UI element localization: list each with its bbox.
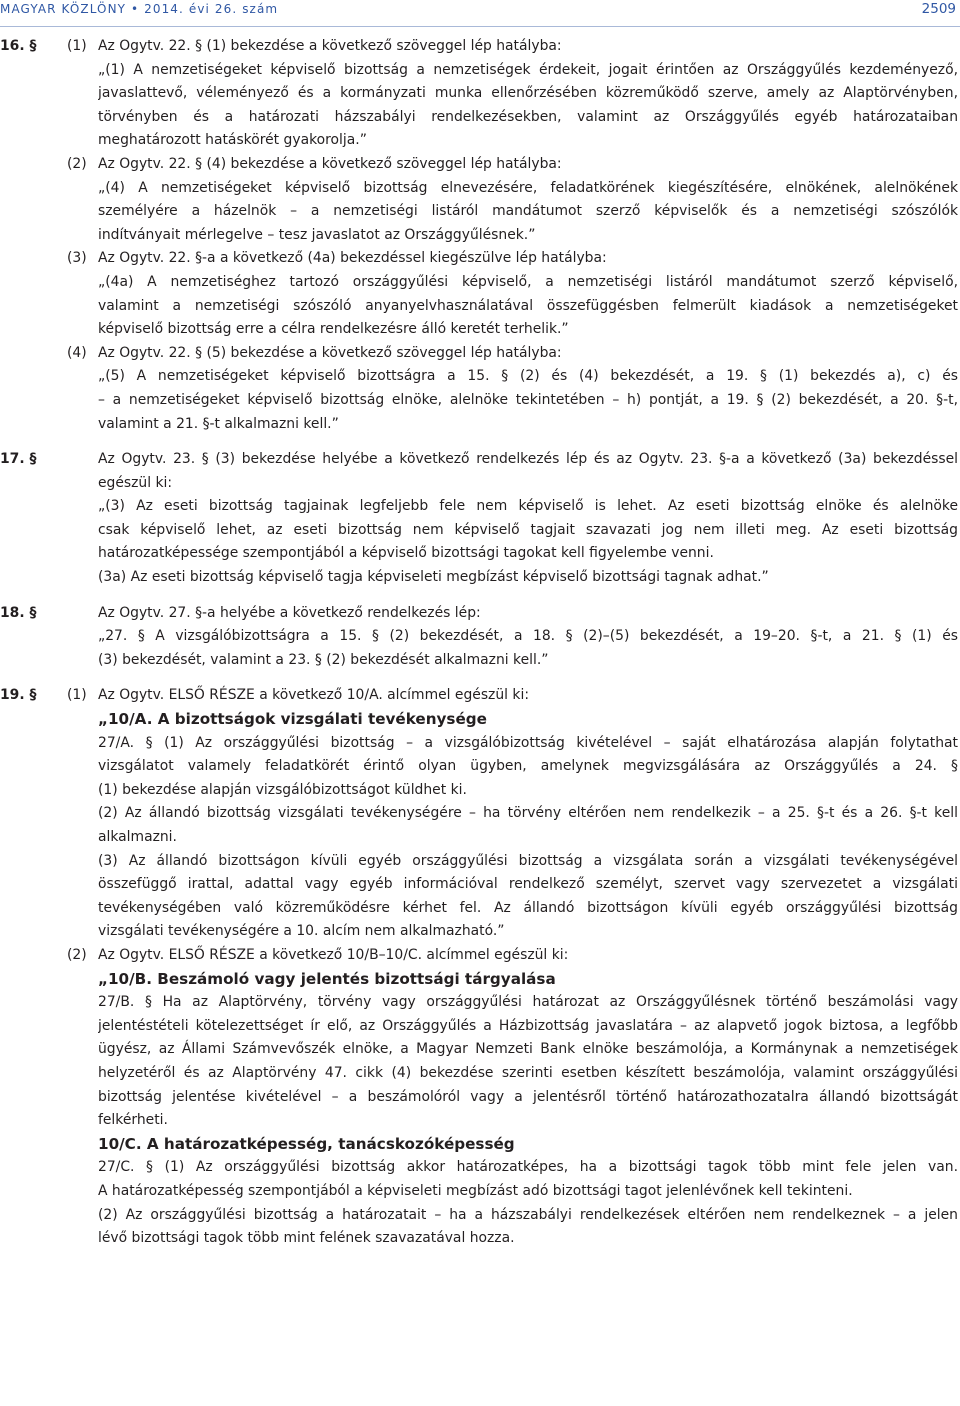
section-number: 16. §	[0, 38, 37, 54]
text-line	[0, 625, 960, 649]
line-text: meghatározott hatáskörét gyakorolja.”	[98, 132, 367, 149]
line-text: Az Ogytv. 23. § (3) bekezdése helyébe a következő rendelkezés lép és az Ogytv. 23. §-a a következő (3a) bekezdéssel	[98, 451, 958, 468]
line-text: Az Ogytv. ELSŐ RÉSZE a következő 10/A. alcímmel egészül ki:	[98, 687, 530, 704]
section-gap	[0, 590, 960, 602]
line-text: (3) Az állandó bizottságon kívüli egyéb országgyűlési bizottság a vizsgálata során a vizsgálati tevékenységével	[98, 852, 958, 869]
text-line	[0, 1204, 960, 1228]
text-line	[0, 342, 960, 366]
line-text: „(4a) A nemzetiséghez tartozó országgyűlési képviselő, a nemzetiségi listáról mandátumot szerző képviselő,	[98, 273, 958, 290]
paragraph-number: (4)	[67, 344, 87, 361]
text-line	[0, 1038, 960, 1062]
line-text: törvényben és a határozati házszabályi rendelkezésekben, valamint az Országgyűlés egyéb határozataiban	[98, 108, 958, 125]
text-line	[0, 826, 960, 850]
text-line	[0, 106, 960, 130]
text-line	[0, 602, 960, 626]
section-number: 17. §	[0, 451, 37, 468]
text-line	[0, 82, 960, 106]
line-text: (3a) Az eseti bizottság képviselő tagja képviseleti megbízást képviselő bizottsági tagnak adhat.”	[98, 569, 769, 586]
page-header	[0, 0, 960, 27]
text-line	[0, 968, 960, 992]
text-line	[0, 1180, 960, 1204]
line-text: vizsgálati tevékenységére a 10. alcím nem alkalmazható.”	[98, 923, 505, 940]
line-text: bizottság jelentése kivételével – a beszámolóról vagy a jelentésről történő határozathozatalra állandó bizottságát	[98, 1088, 958, 1105]
text-line	[0, 35, 960, 59]
page-number: 2509	[921, 1, 956, 17]
line-text: 27/A. § (1) Az országgyűlési bizottság – a vizsgálóbizottság kivételével – saját elhatározása alapján folytathat	[98, 734, 958, 751]
subtitle-heading: „10/A. A bizottságok vizsgálati tevékenysége	[98, 710, 487, 729]
text-line	[0, 755, 960, 779]
paragraph-number: (1)	[67, 687, 87, 704]
document-body	[0, 35, 960, 1251]
line-text: A határozatképesség szempontjából a képviseleti megbízást adó bizottsági tagot jelenlévőnek kell tekinteni.	[98, 1182, 853, 1199]
section-gap	[0, 672, 960, 684]
text-line	[0, 318, 960, 342]
line-text: 27/B. § Ha az Alaptörvény, törvény vagy országgyűlési határozat az Országgyűlésnek történő beszámolási vagy	[98, 994, 958, 1011]
subtitle-heading: „10/B. Beszámoló vagy jelentés bizottsági tárgyalása	[98, 969, 556, 988]
line-text: Az Ogytv. 22. § (1) bekezdése a következő szöveggel lép hatályba:	[98, 38, 562, 54]
text-line	[0, 224, 960, 248]
line-text: tevékenységében való közreműködésre kérhet fel. Az állandó bizottságon kívüli egyéb országgyűlési bizottság	[98, 899, 958, 916]
text-line	[0, 1109, 960, 1133]
line-text: – a nemzetiségeket képviselő bizottság elnöke, alelnöke tekintetében – h) pontját, a 19. § (2) bekezdését, a 20. §-t,	[98, 391, 958, 408]
line-text: valamint a nemzetiségi szószóló anyanyelvhasználatával összefüggésben felmerült kiadások a nemzetiségeket	[98, 297, 958, 314]
line-text: „27. § A vizsgálóbizottságra a 15. § (2) bekezdését, a 18. § (2)–(5) bekezdését, a 19–20. §-t, a 21. § (1) és	[98, 628, 958, 645]
text-line	[0, 1062, 960, 1086]
line-text: (2) Az állandó bizottság vizsgálati tevékenységére – ha törvény eltérően nem rendelkezik – a 25. §-t és a 26. §-t kell	[98, 805, 958, 822]
line-text: „(4) A nemzetiségeket képviselő bizottság elnevezésére, feladatkörének kiegészítésére, elnökének, alelnökének	[98, 179, 958, 196]
line-text: valamint a 21. §-t alkalmazni kell.”	[98, 415, 339, 432]
text-line	[0, 389, 960, 413]
text-line	[0, 566, 960, 590]
line-text: jelentéstételi kötelezettséget ír elő, az Országgyűlés a Házbizottság javaslatára – az alapvető jogok biztosa, a legfőbb	[98, 1017, 958, 1034]
line-text: javaslattevő, véleményező és a kormányzati munka ellenőrzésében közreműködő szerve, amely az Alaptörvényben,	[98, 85, 958, 102]
line-text: vizsgálatot valamely feladatkörét érintő olyan ügyben, amelynek megvizsgálására az Országgyűlés a 24. §	[98, 758, 958, 775]
subtitle-heading: 10/C. A határozatképesség, tanácskozóképesség	[98, 1134, 515, 1153]
text-line	[0, 495, 960, 519]
line-text: indítványait mérlegelve – tesz javaslatot az Országgyűlésnek.”	[98, 226, 536, 243]
text-line	[0, 920, 960, 944]
text-line	[0, 732, 960, 756]
line-text: Az Ogytv. 22. § (5) bekezdése a következő szöveggel lép hatályba:	[98, 344, 562, 361]
text-line	[0, 991, 960, 1015]
line-text: (2) Az országgyűlési bizottság a határozatait – ha a házszabályi rendelkezések eltérően nem rendelkeznek – a jelen	[98, 1206, 958, 1223]
text-line	[0, 59, 960, 83]
paragraph-number: (3)	[67, 250, 87, 267]
line-text: „(5) A nemzetiségeket képviselő bizottságra a 15. § (2) és (4) bekezdését, a 19. § (1) bekezdés a), c) és	[98, 368, 958, 385]
text-line	[0, 129, 960, 153]
paragraph-number: (2)	[67, 155, 87, 172]
publication-title: MAGYAR KÖZLÖNY • 2014. évi 26. szám	[0, 2, 279, 16]
section-number: 19. §	[0, 687, 37, 704]
line-text: Az Ogytv. 22. §-a a következő (4a) bekezdéssel kiegészülve lép hatályba:	[98, 250, 607, 267]
text-line	[0, 649, 960, 673]
line-text: (3) bekezdését, valamint a 23. § (2) bekezdését alkalmazni kell.”	[98, 651, 549, 668]
line-text: határozatképessége szempontjából a képviselő bizottsági tagokat kell figyelembe venni.	[98, 545, 714, 562]
text-line	[0, 519, 960, 543]
text-line	[0, 897, 960, 921]
text-line	[0, 247, 960, 271]
line-text: képviselő bizottság erre a célra rendelkezésre álló keretét terhelik.”	[98, 321, 569, 338]
text-line	[0, 472, 960, 496]
text-line	[0, 708, 960, 732]
line-text: felkérheti.	[98, 1112, 168, 1129]
line-text: „(3) Az eseti bizottság tagjainak legfeljebb fele nem képviselő is lehet. Az eseti bizottság elnöke és alelnöke	[98, 498, 958, 515]
line-text: személyére a házelnök – a nemzetiségi listáról mandátumot szerző képviselők és a nemzetiségi szószólók	[98, 203, 958, 220]
text-line	[0, 802, 960, 826]
text-line	[0, 1227, 960, 1251]
line-text: 27/C. § (1) Az országgyűlési bizottság akkor határozatképes, ha a bizottsági tagok több mint fele jelen van.	[98, 1159, 958, 1176]
line-text: „(1) A nemzetiségeket képviselő bizottság a nemzetiségek érdekeit, jogait érintően az Országgyűlés kezdeményező,	[98, 61, 958, 78]
line-text: ügyész, az Állami Számvevőszék elnöke, a Magyar Nemzeti Bank elnöke beszámolója, a Kormánynak a nemzetiségek	[98, 1041, 958, 1058]
text-line	[0, 1133, 960, 1157]
text-line	[0, 153, 960, 177]
line-text: összefüggő irattal, adattal vagy egyéb információval rendelkező személyt, szervet vagy szervezetet a vizsgálati	[98, 876, 958, 893]
text-line	[0, 873, 960, 897]
line-text: alkalmazni.	[98, 829, 177, 845]
section-number: 18. §	[0, 604, 37, 621]
text-line	[0, 365, 960, 389]
text-line	[0, 779, 960, 803]
text-line	[0, 177, 960, 201]
text-line	[0, 684, 960, 708]
line-text: helyzetéről és az Alaptörvény 47. cikk (4) bekezdése szerinti esetben készített beszámolója, valamint országgyűlési	[98, 1064, 958, 1081]
line-text: egészül ki:	[98, 474, 173, 491]
line-text: lévő bizottsági tagok több mint felének szavazatával hozza.	[98, 1230, 515, 1247]
text-line	[0, 850, 960, 874]
text-line	[0, 944, 960, 968]
line-text: csak képviselő lehet, az eseti bizottság nem képviselő tagjait szavazati jog nem illeti meg. Az eseti bizottság	[98, 521, 958, 538]
text-line	[0, 200, 960, 224]
text-line	[0, 413, 960, 437]
text-line	[0, 542, 960, 566]
text-line	[0, 1015, 960, 1039]
line-text: Az Ogytv. ELSŐ RÉSZE a következő 10/B–10/C. alcímmel egészül ki:	[98, 946, 569, 963]
line-text: Az Ogytv. 22. § (4) bekezdése a következő szöveggel lép hatályba:	[98, 155, 562, 172]
text-line	[0, 1086, 960, 1110]
paragraph-number: (2)	[67, 946, 87, 963]
section-gap	[0, 436, 960, 448]
text-line	[0, 295, 960, 319]
text-line	[0, 1156, 960, 1180]
line-text: Az Ogytv. 27. §-a helyébe a következő rendelkezés lép:	[98, 604, 481, 621]
paragraph-number: (1)	[67, 38, 87, 54]
text-line	[0, 448, 960, 472]
line-text: (1) bekezdése alapján vizsgálóbizottságot küldhet ki.	[98, 781, 467, 798]
text-line	[0, 271, 960, 295]
